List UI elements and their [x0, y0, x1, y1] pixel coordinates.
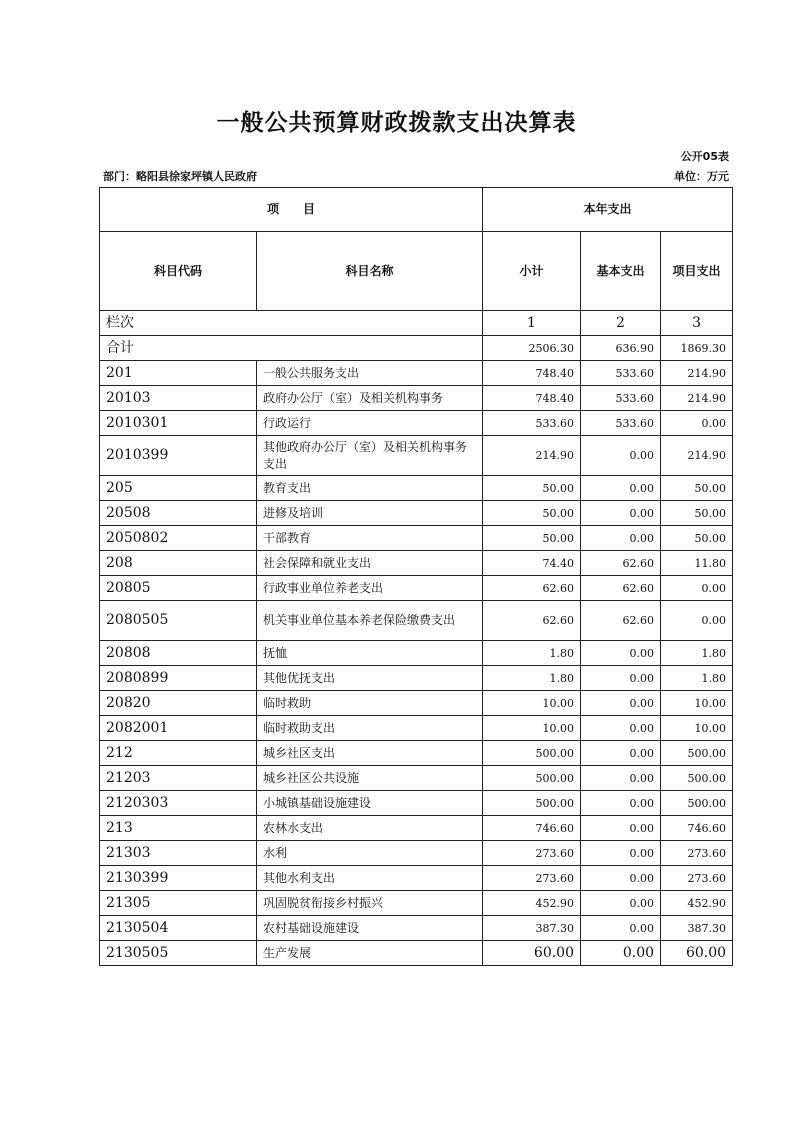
row-name: 城乡社区公共设施	[257, 766, 483, 791]
row-subtotal: 62.60	[483, 576, 581, 601]
row-basic: 0.00	[581, 916, 661, 941]
table-row	[100, 841, 733, 866]
row-code: 213	[100, 816, 257, 841]
table-row	[100, 601, 733, 641]
row-basic: 62.60	[581, 576, 661, 601]
row-project: 1.80	[661, 666, 733, 691]
row-name: 其他水利支出	[257, 866, 483, 891]
row-subtotal: 273.60	[483, 866, 581, 891]
row-project: 50.00	[661, 526, 733, 551]
table-row	[100, 716, 733, 741]
row-name: 临时救助	[257, 691, 483, 716]
row-basic: 0.00	[581, 716, 661, 741]
row-basic: 0.00	[581, 526, 661, 551]
row-subtotal: 60.00	[483, 941, 581, 966]
row-code: 205	[100, 476, 257, 501]
table-row	[100, 526, 733, 551]
row-code: 21303	[100, 841, 257, 866]
row-subtotal: 50.00	[483, 476, 581, 501]
row-basic: 0.00	[581, 436, 661, 476]
row-name: 社会保障和就业支出	[257, 551, 483, 576]
row-subtotal: 50.00	[483, 526, 581, 551]
table-row	[100, 791, 733, 816]
row-name: 其他政府办公厅（室）及相关机构事务支出	[257, 436, 483, 476]
row-project: 214.90	[661, 386, 733, 411]
row-name: 水利	[257, 841, 483, 866]
row-basic: 0.00	[581, 941, 661, 966]
row-subtotal: 62.60	[483, 601, 581, 641]
row-subtotal: 273.60	[483, 841, 581, 866]
total-row	[100, 336, 733, 361]
row-code: 2080505	[100, 601, 257, 641]
row-name: 生产发展	[257, 941, 483, 966]
table-row	[100, 916, 733, 941]
header-project: 项 目	[100, 188, 483, 232]
row-name: 小城镇基础设施建设	[257, 791, 483, 816]
table-row	[100, 691, 733, 716]
row-name: 农林水支出	[257, 816, 483, 841]
table-row	[100, 386, 733, 411]
row-subtotal: 746.60	[483, 816, 581, 841]
row-basic: 0.00	[581, 866, 661, 891]
table-row	[100, 741, 733, 766]
column-index-2: 2	[581, 311, 661, 336]
row-basic: 62.60	[581, 551, 661, 576]
row-subtotal: 500.00	[483, 791, 581, 816]
row-subtotal: 74.40	[483, 551, 581, 576]
row-subtotal: 1.80	[483, 641, 581, 666]
row-code: 2010301	[100, 411, 257, 436]
page-title: 一般公共预算财政拨款支出决算表	[216, 110, 577, 136]
row-code: 2130399	[100, 866, 257, 891]
row-basic: 533.60	[581, 386, 661, 411]
row-basic: 0.00	[581, 501, 661, 526]
row-project: 273.60	[661, 841, 733, 866]
row-subtotal: 10.00	[483, 691, 581, 716]
row-code: 2130505	[100, 941, 257, 966]
row-subtotal: 500.00	[483, 741, 581, 766]
column-index-row	[100, 311, 733, 336]
row-project: 500.00	[661, 741, 733, 766]
row-name: 干部教育	[257, 526, 483, 551]
row-basic: 533.60	[581, 411, 661, 436]
row-name: 抚恤	[257, 641, 483, 666]
row-basic: 0.00	[581, 766, 661, 791]
form-number: 公开05表	[680, 150, 729, 163]
row-basic: 0.00	[581, 641, 661, 666]
row-subtotal: 50.00	[483, 501, 581, 526]
table-row	[100, 411, 733, 436]
row-code: 201	[100, 361, 257, 386]
row-subtotal: 748.40	[483, 386, 581, 411]
row-subtotal: 748.40	[483, 361, 581, 386]
row-code: 2130504	[100, 916, 257, 941]
row-name: 政府办公厅（室）及相关机构事务	[257, 386, 483, 411]
row-project: 60.00	[661, 941, 733, 966]
row-project: 500.00	[661, 766, 733, 791]
row-subtotal: 452.90	[483, 891, 581, 916]
header-proj: 项目支出	[661, 232, 733, 311]
row-name: 进修及培训	[257, 501, 483, 526]
header-current-year: 本年支出	[483, 188, 733, 232]
table-row	[100, 551, 733, 576]
row-code: 21305	[100, 891, 257, 916]
row-project: 214.90	[661, 361, 733, 386]
row-name: 行政事业单位养老支出	[257, 576, 483, 601]
column-index-3: 3	[661, 311, 733, 336]
table-row	[100, 891, 733, 916]
table-row	[100, 576, 733, 601]
row-subtotal: 533.60	[483, 411, 581, 436]
row-code: 2080899	[100, 666, 257, 691]
row-code: 20805	[100, 576, 257, 601]
row-name: 其他优抚支出	[257, 666, 483, 691]
row-basic: 0.00	[581, 741, 661, 766]
row-basic: 0.00	[581, 816, 661, 841]
row-basic: 0.00	[581, 666, 661, 691]
table-row	[100, 766, 733, 791]
row-project: 0.00	[661, 601, 733, 641]
expenditure-table	[99, 187, 733, 966]
table-row	[100, 361, 733, 386]
column-index-1: 1	[483, 311, 581, 336]
row-basic: 533.60	[581, 361, 661, 386]
row-project: 10.00	[661, 716, 733, 741]
header-basic: 基本支出	[581, 232, 661, 311]
row-basic: 0.00	[581, 691, 661, 716]
row-code: 2120303	[100, 791, 257, 816]
table-row	[100, 641, 733, 666]
table-row	[100, 941, 733, 966]
row-project: 273.60	[661, 866, 733, 891]
row-code: 208	[100, 551, 257, 576]
table-row	[100, 501, 733, 526]
row-code: 20808	[100, 641, 257, 666]
row-subtotal: 1.80	[483, 666, 581, 691]
total-subtotal: 2506.30	[483, 336, 581, 361]
header-row-1	[100, 188, 733, 232]
row-basic: 0.00	[581, 791, 661, 816]
table-row	[100, 436, 733, 476]
row-project: 387.30	[661, 916, 733, 941]
row-name: 教育支出	[257, 476, 483, 501]
row-name: 城乡社区支出	[257, 741, 483, 766]
unit-label: 单位：万元	[674, 170, 729, 183]
row-subtotal: 500.00	[483, 766, 581, 791]
header-name: 科目名称	[257, 232, 483, 311]
row-project: 500.00	[661, 791, 733, 816]
table-row	[100, 476, 733, 501]
row-project: 452.90	[661, 891, 733, 916]
total-project: 1869.30	[661, 336, 733, 361]
row-basic: 0.00	[581, 891, 661, 916]
row-code: 20103	[100, 386, 257, 411]
row-project: 10.00	[661, 691, 733, 716]
row-code: 2050802	[100, 526, 257, 551]
row-project: 746.60	[661, 816, 733, 841]
header-subtotal: 小计	[483, 232, 581, 311]
row-subtotal: 387.30	[483, 916, 581, 941]
row-name: 一般公共服务支出	[257, 361, 483, 386]
row-name: 农村基础设施建设	[257, 916, 483, 941]
total-basic: 636.90	[581, 336, 661, 361]
row-subtotal: 10.00	[483, 716, 581, 741]
row-name: 巩固脱贫衔接乡村振兴	[257, 891, 483, 916]
table-row	[100, 866, 733, 891]
row-project: 50.00	[661, 501, 733, 526]
row-code: 212	[100, 741, 257, 766]
row-code: 20508	[100, 501, 257, 526]
row-basic: 0.00	[581, 476, 661, 501]
table-row	[100, 816, 733, 841]
row-code: 2082001	[100, 716, 257, 741]
row-code: 21203	[100, 766, 257, 791]
row-project: 0.00	[661, 576, 733, 601]
row-basic: 62.60	[581, 601, 661, 641]
row-name: 行政运行	[257, 411, 483, 436]
row-project: 1.80	[661, 641, 733, 666]
row-basic: 0.00	[581, 841, 661, 866]
total-label: 合计	[100, 336, 483, 361]
row-project: 0.00	[661, 411, 733, 436]
row-project: 214.90	[661, 436, 733, 476]
row-project: 50.00	[661, 476, 733, 501]
header-code: 科目代码	[100, 232, 257, 311]
department-label: 部门：略阳县徐家坪镇人民政府	[103, 170, 257, 183]
row-name: 临时救助支出	[257, 716, 483, 741]
row-subtotal: 214.90	[483, 436, 581, 476]
header-row-2	[100, 232, 733, 311]
column-index-label: 栏次	[100, 311, 483, 336]
row-project: 11.80	[661, 551, 733, 576]
row-code: 20820	[100, 691, 257, 716]
row-name: 机关事业单位基本养老保险缴费支出	[257, 601, 483, 641]
row-code: 2010399	[100, 436, 257, 476]
table-row	[100, 666, 733, 691]
